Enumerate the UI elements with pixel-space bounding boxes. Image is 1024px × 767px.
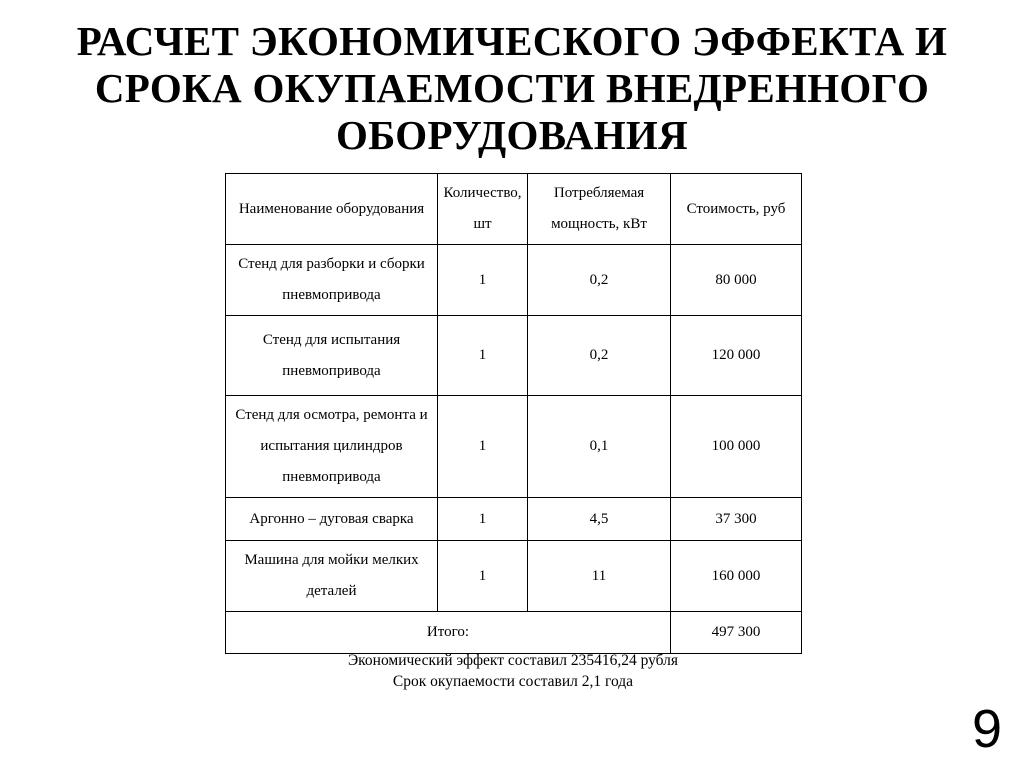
cell-name: Стенд для испытания пневмопривода — [226, 316, 438, 396]
payback-period-text: Срок окупаемости составил 2,1 года — [392, 673, 634, 690]
cell-power: 4,5 — [528, 498, 671, 541]
cell-name: Стенд для осмотра, ремонта и испытания цилиндров пневмопривода — [226, 396, 438, 498]
title-line-2: СРОКА ОКУПАЕМОСТИ ВНЕДРЕННОГО — [94, 65, 930, 111]
table-row — [226, 245, 802, 316]
table-total-row — [226, 612, 802, 654]
header-power: Потребляемая мощность, кВт — [528, 174, 671, 245]
header-quantity: Количество, шт — [438, 174, 528, 245]
title-line-3: ОБОРУДОВАНИЯ — [335, 112, 689, 158]
page-number: 9 — [971, 699, 1002, 759]
page-title — [60, 18, 964, 159]
cell-power: 0,2 — [528, 245, 671, 316]
cell-cost: 37 300 — [671, 498, 802, 541]
cell-cost: 100 000 — [671, 396, 802, 498]
cell-cost: 160 000 — [671, 541, 802, 612]
table-row — [226, 396, 802, 498]
total-label: Итого: — [226, 612, 671, 654]
cell-quantity: 1 — [438, 245, 528, 316]
cell-quantity: 1 — [438, 498, 528, 541]
cell-cost: 120 000 — [671, 316, 802, 396]
total-value: 497 300 — [671, 612, 802, 654]
summary-block — [225, 650, 801, 692]
cell-quantity: 1 — [438, 541, 528, 612]
title-line-1: РАСЧЕТ ЭКОНОМИЧЕСКОГО ЭФФЕКТА И — [76, 18, 948, 64]
cell-cost: 80 000 — [671, 245, 802, 316]
header-name: Наименование оборудования — [226, 174, 438, 245]
header-cost: Стоимость, руб — [671, 174, 802, 245]
cell-name: Стенд для разборки и сборки пневмопривода — [226, 245, 438, 316]
table-header-row — [226, 174, 802, 245]
economic-effect-text: Экономический эффект составил 235416,24 рубля — [347, 652, 679, 669]
cell-quantity: 1 — [438, 396, 528, 498]
cell-quantity: 1 — [438, 316, 528, 396]
cell-name: Машина для мойки мелких деталей — [226, 541, 438, 612]
table-row — [226, 316, 802, 396]
cell-power: 11 — [528, 541, 671, 612]
equipment-table — [225, 173, 802, 654]
cell-name: Аргонно – дуговая сварка — [226, 498, 438, 541]
cell-power: 0,2 — [528, 316, 671, 396]
table-row — [226, 541, 802, 612]
table-row — [226, 498, 802, 541]
cell-power: 0,1 — [528, 396, 671, 498]
